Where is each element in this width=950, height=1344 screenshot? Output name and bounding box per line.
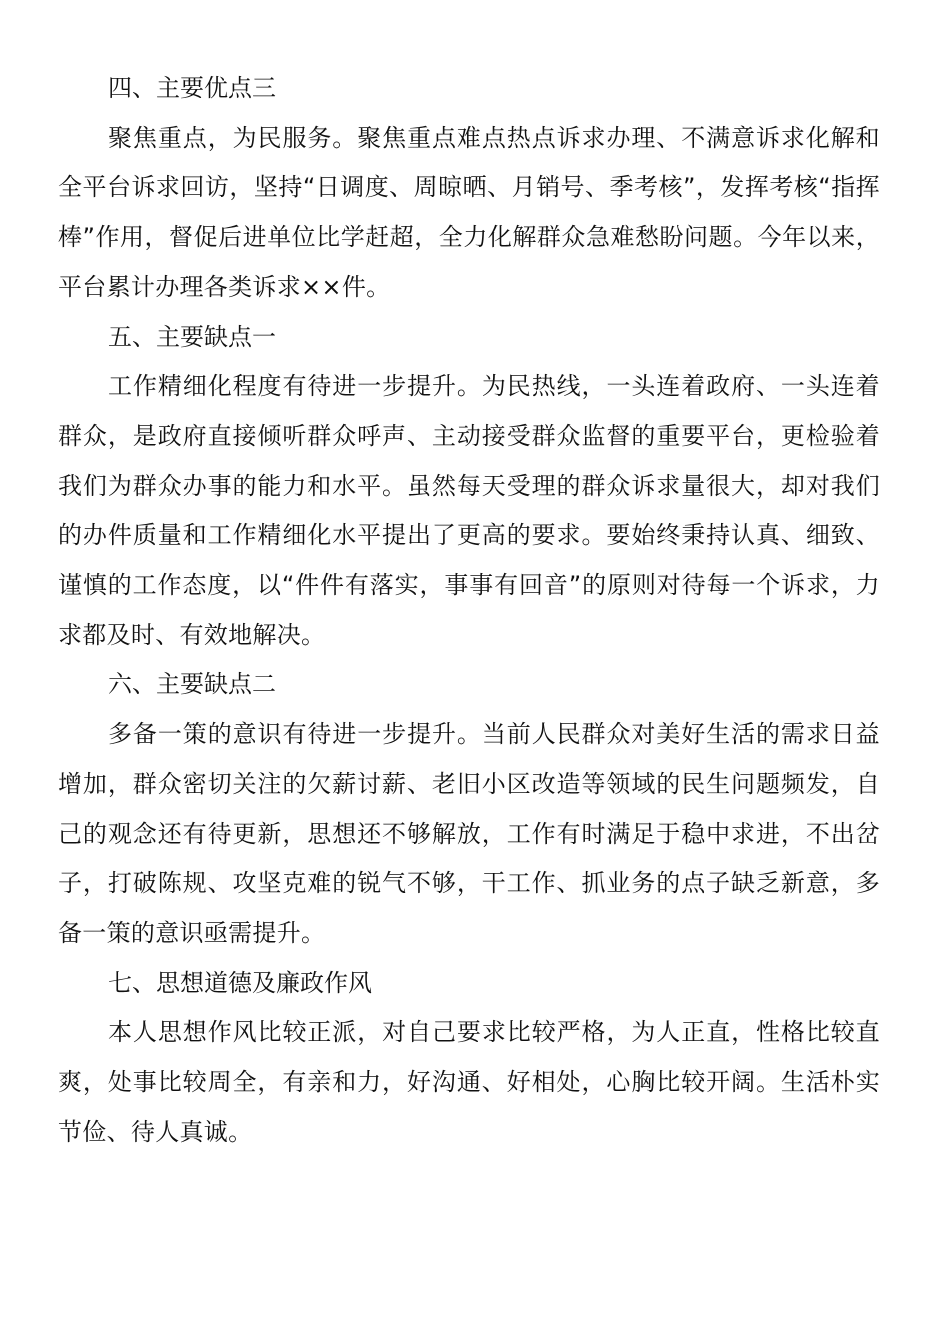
section-body-strength-3: 聚焦重点，为民服务。聚焦重点难点热点诉求办理、不满意诉求化解和全平台诉求回访，坚持“日调度、周晾晒、月销号、季考核”，发挥考核“指挥棒”作用，督促后进单位比学赶超，全力化解群众急难愁盼问题。今年以来，平台累计办理各类诉求××件。 xyxy=(58,123,880,301)
section-body-ethics: 本人思想作风比较正派，对自己要求比较严格，为人正直，性格比较直爽，处事比较周全，有亲和力，好沟通、好相处，心胸比较开阔。生活朴实节俭、待人真诚。 xyxy=(58,1018,880,1146)
section-heading-strength-3: 四、主要优点三 xyxy=(108,74,276,102)
document-page xyxy=(58,64,880,1157)
section-heading-ethics: 七、思想道德及廉政作风 xyxy=(108,968,372,997)
section-heading-weakness-1: 五、主要缺点一 xyxy=(108,322,276,351)
section-body-weakness-2: 多备一策的意识有待进一步提升。当前人民群众对美好生活的需求日益增加，群众密切关注的欠薪讨薪、老旧小区改造等领域的民生问题频发，自己的观念还有待更新，思想还不够解放，工作有时满足于稳中求进，不出岔子，打破陈规、攻坚克难的锐气不够，干工作、抓业务的点子缺乏新意，多备一策的意识亟需提升。 xyxy=(58,720,880,947)
section-heading-weakness-2: 六、主要缺点二 xyxy=(108,670,276,699)
section-body-weakness-1: 工作精细化程度有待进一步提升。为民热线，一头连着政府、一头连着群众，是政府直接倾听群众呼声、主动接受群众监督的重要平台，更检验着我们为群众办事的能力和水平。虽然每天受理的群众诉求量很大，却对我们的办件质量和工作精细化水平提出了更高的要求。要始终秉持认真、细致、谨慎的工作态度，以“件件有落实，事事有回音”的原则对待每一个诉求，力求都及时、有效地解决。 xyxy=(58,372,880,649)
